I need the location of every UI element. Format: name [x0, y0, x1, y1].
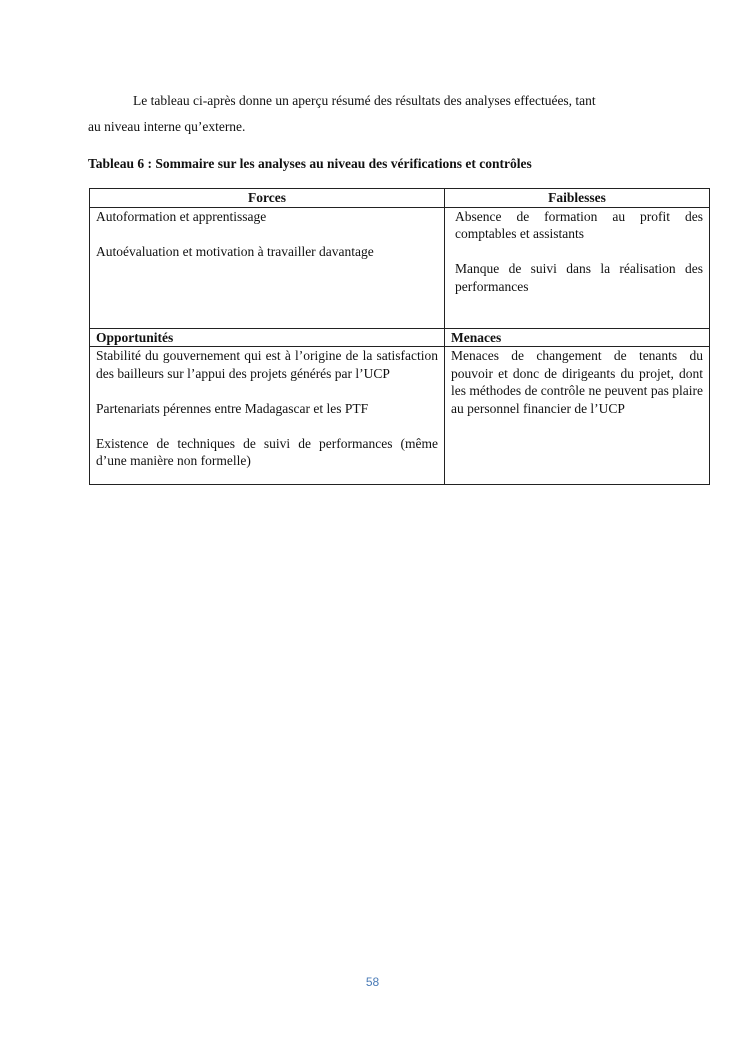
- opportunites-cell: [90, 347, 445, 485]
- intro-line-2: au niveau interne qu’externe.: [88, 119, 246, 134]
- opportunites-item: Partenariats pérennes entre Madagascar et les PTF: [96, 400, 369, 416]
- faiblesses-cell: [445, 207, 710, 328]
- forces-item: Autoévaluation et motivation à travailler davantage: [96, 243, 374, 259]
- header-forces: Forces: [90, 189, 445, 208]
- forces-item: Autoformation et apprentissage: [96, 208, 267, 224]
- header-menaces: Menaces: [445, 328, 710, 347]
- menaces-cell: [445, 347, 710, 485]
- intro-line-1: Le tableau ci-après donne un aperçu résumé des résultats des analyses effectuées, tant: [133, 93, 596, 108]
- header-opportunites: Opportunités: [90, 328, 445, 347]
- page-number: 58: [365, 975, 380, 989]
- forces-cell: [90, 207, 445, 328]
- faiblesses-item: Absence de formation au profit des comptables et assistants: [455, 208, 703, 241]
- opportunites-item: Existence de techniques de suivi de performances (même d’une manière non formelle): [96, 435, 438, 468]
- intro-paragraph: [88, 88, 688, 140]
- menaces-item: Menaces de changement de tenants du pouvoir et donc de dirigeants du projet, dont les méthodes de contrôle ne peuvent pas plaire au personnel financier de l’UCP: [451, 348, 703, 416]
- header-faiblesses: Faiblesses: [445, 189, 710, 208]
- table-caption: Tableau 6 : Sommaire sur les analyses au niveau des vérifications et contrôles: [88, 156, 532, 171]
- table-row: [90, 207, 710, 328]
- faiblesses-item: Manque de suivi dans la réalisation des performances: [455, 261, 703, 294]
- table-subheader-row: [90, 328, 710, 347]
- swot-table: [89, 188, 710, 485]
- table-header-row: [90, 189, 710, 208]
- opportunites-item: Stabilité du gouvernement qui est à l’origine de la satisfaction des bailleurs sur l’appui des projets générés par l’UCP: [96, 348, 438, 381]
- table-row: [90, 347, 710, 485]
